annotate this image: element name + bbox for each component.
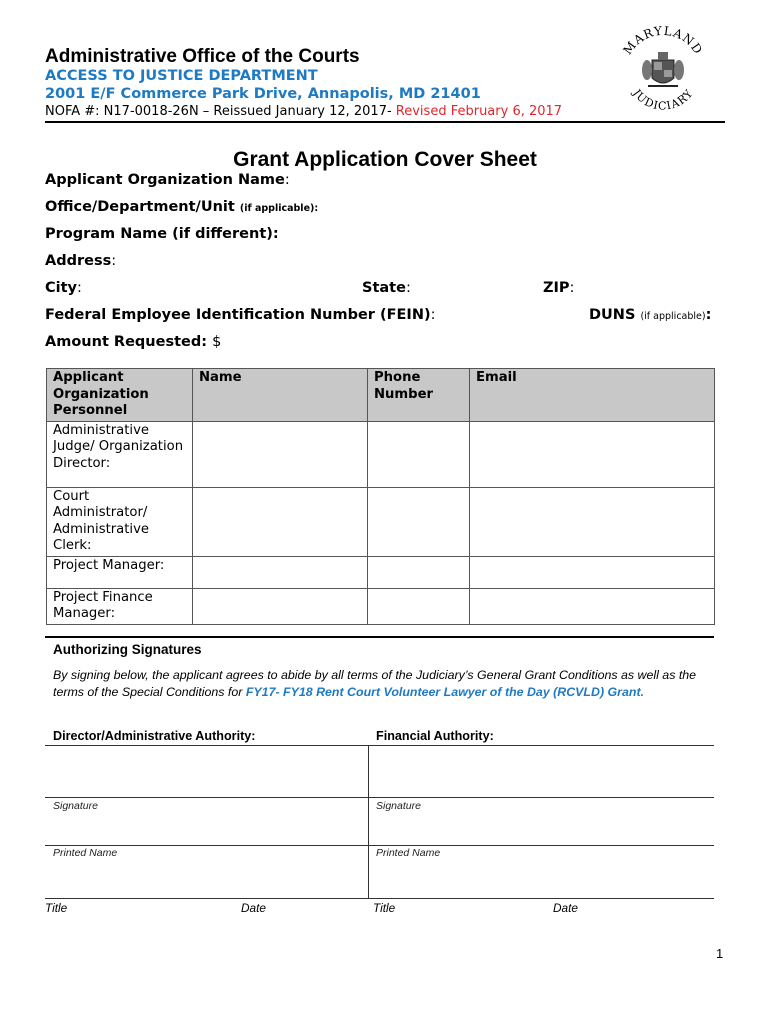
office-address: 2001 E/F Commerce Park Drive, Annapolis, MD 21401 [45,86,481,102]
table-row [47,487,715,556]
page-number: 1 [716,946,724,961]
name-cell[interactable] [193,487,368,556]
duns-label: DUNS [589,307,636,323]
table-row [47,588,715,624]
grant-name: FY17- FY18 Rent Court Volunteer Lawyer of the Day (RCVLD) Grant [245,685,641,699]
personnel-table [46,368,715,625]
address-label: Address [45,253,112,269]
fein-field[interactable]: Federal Employee Identification Number (FEIN): [45,307,436,323]
left-signature-caption: Signature [53,800,98,812]
fein-label: Federal Employee Identification Number (FEIN) [45,307,431,323]
signature-divider [368,745,369,898]
signatures-paragraph: By signing below, the applicant agrees to abide by all terms of the Judiciary’s General Grant Conditions as well as the terms of the Special Conditions for FY17- FY18 Rent Court Volunteer Lawyer of the Day (RCVLD) Grant. [53,668,697,699]
table-row [47,421,715,487]
office-field[interactable] [45,199,318,215]
financial-authority-label: Financial Authority: [376,729,494,743]
city-field[interactable]: City: [45,280,82,296]
phone-cell[interactable] [368,556,470,588]
right-printed-name-caption: Printed Name [376,847,441,859]
seal-top-text: MARYLAND [620,23,706,58]
table-row [47,556,715,588]
right-signature-caption: Signature [376,800,421,812]
zip-label: ZIP [543,280,570,296]
phone-cell[interactable] [368,421,470,487]
left-printed-name-caption: Printed Name [53,847,118,859]
signatures-title: Authorizing Signatures [53,642,202,657]
nofa-line [45,104,562,119]
right-date-caption: Date [553,901,578,915]
row-label-director: Administrative Judge/ Organization Director: [47,421,193,487]
left-title-caption: Title [45,901,68,915]
header-rule [45,121,725,123]
zip-field[interactable]: ZIP: [543,280,575,296]
col-header-name: Name [193,369,368,422]
row-label-court-admin: Court Administrator/ Administrative Clerk: [47,487,193,556]
signature-line[interactable] [45,797,714,798]
name-cell[interactable] [193,421,368,487]
org-name-label: Applicant Organization Name [45,172,285,188]
left-date-caption: Date [241,901,266,915]
form-title: Grant Application Cover Sheet [233,148,537,171]
row-label-finance-manager: Project Finance Manager: [47,588,193,624]
amount-field[interactable] [45,334,221,350]
title-date-line[interactable] [45,898,714,899]
email-cell[interactable] [470,421,715,487]
phone-cell[interactable] [368,487,470,556]
right-title-caption: Title [373,901,396,915]
email-cell[interactable] [470,588,715,624]
maryland-seal-icon [618,20,708,118]
name-cell[interactable] [193,556,368,588]
nofa-revised: Revised February 6, 2017 [395,104,563,119]
office-label: Office/Department/Unit [45,199,235,215]
address-field[interactable]: Address: [45,253,117,269]
email-cell[interactable] [470,556,715,588]
row-label-project-manager: Project Manager: [47,556,193,588]
state-label: State [362,280,406,296]
seal-bottom-text: JUDICIARY [630,86,696,113]
duns-note: (if applicable) [640,311,706,322]
state-field[interactable]: State: [362,280,411,296]
table-header-row [47,369,715,422]
office-title: Administrative Office of the Courts [45,46,360,67]
program-label: Program Name (if different): [45,226,279,242]
seal-crest-icon [642,52,684,86]
duns-field[interactable]: DUNS (if applicable): [589,307,712,323]
signature-box-top [45,745,714,746]
name-cell[interactable] [193,588,368,624]
printed-name-line[interactable] [45,845,714,846]
director-authority-label: Director/Administrative Authority: [53,729,256,743]
svg-text:JUDICIARY [630,86,696,112]
signatures-rule [45,636,714,638]
phone-cell[interactable] [368,588,470,624]
col-header-email: Email [470,369,715,422]
col-header-personnel: Applicant Organization Personnel [47,369,193,422]
nofa-text: NOFA #: N17-0018-26N – Reissued January 12, 2017- [45,104,396,119]
program-field[interactable] [45,226,279,242]
email-cell[interactable] [470,487,715,556]
amount-symbol: $ [212,334,222,350]
department-name: ACCESS TO JUSTICE DEPARTMENT [45,68,318,84]
col-header-phone: Phone Number [368,369,470,422]
amount-label: Amount Requested: [45,334,208,350]
city-label: City [45,280,77,296]
org-name-field[interactable]: Applicant Organization Name: [45,172,290,188]
office-note: (if applicable): [239,203,319,214]
